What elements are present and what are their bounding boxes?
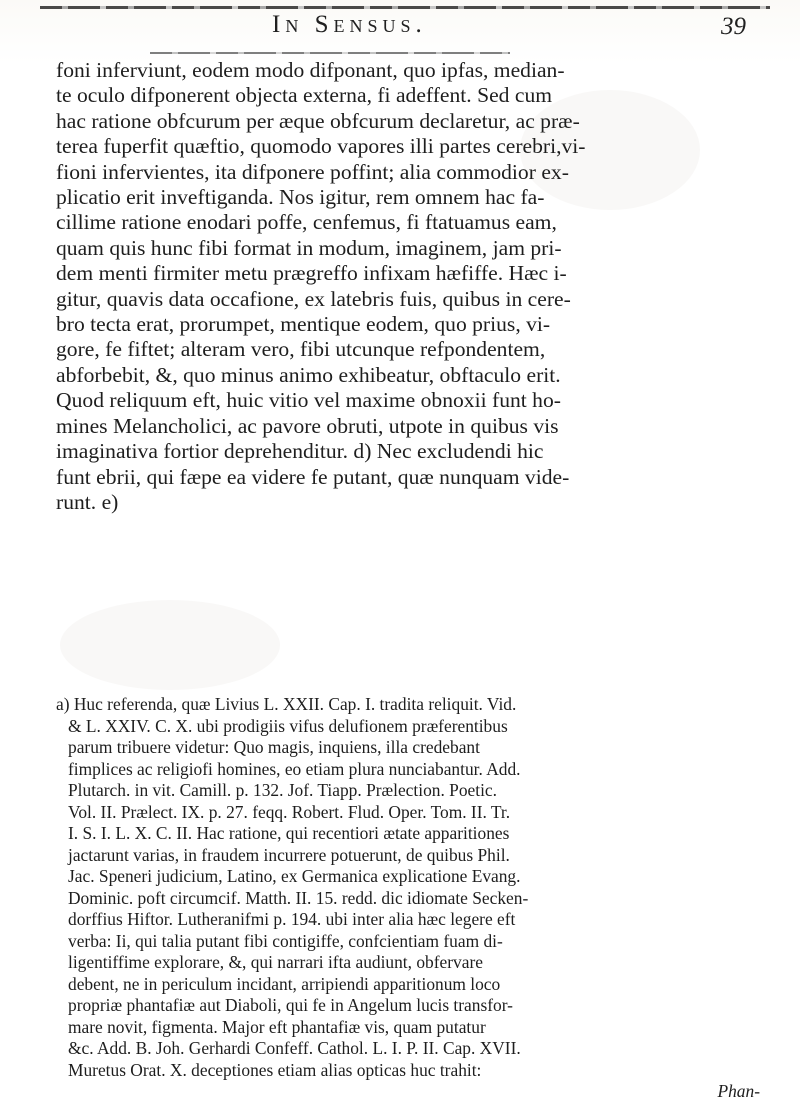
footnote-line: Jac. Speneri judicium, Latino, ex Germanica explicatione Evang. — [68, 866, 521, 886]
footnote-line: Muretus Orat. X. deceptiones etiam alias opticas huc trahit: — [68, 1059, 482, 1080]
footnote-line: Plutarch. in vit. Camill. p. 132. Jof. Tiapp. Prælection. Poetic. — [68, 780, 497, 800]
main-text-line: hac ratione obfcurum per æque obfcurum declaretur, ac præ- — [56, 108, 580, 133]
header-underline-rule — [150, 52, 510, 54]
footnote-line: a) Huc referenda, quæ Livius L. XXII. Cap. I. tradita reliquit. Vid. — [56, 694, 517, 714]
footnote-line: Phan- — [717, 1081, 760, 1101]
main-body-text — [56, 58, 774, 515]
main-text-line: imaginativa fortior deprehenditur. d) Nec excludendi hic — [56, 439, 544, 464]
footnote-line: verba: Ii, qui talia putant fibi contigiffe, confcientiam fuam di- — [68, 930, 503, 951]
footnote-line: Vol. II. Prælect. IX. p. 27. feqq. Robert. Flud. Oper. Tom. II. Tr. — [68, 801, 511, 822]
main-text-line: mines Melancholici, ac pavore obruti, utpote in quibus vis — [56, 413, 559, 438]
footnote-line: dorffius Hiftor. Lutheranifmi p. 194. ubi inter alia hæc legere eft — [68, 909, 516, 929]
running-title: In Sensus. — [272, 11, 427, 38]
main-text-line: gore, fe fiftet; alteram vero, fibi utcunque refpondentem, — [56, 337, 546, 362]
main-text-line: terea fuperfit quæftio, quomodo vapores illi partes cerebri,vi- — [56, 134, 586, 159]
footnote-line: debent, ne in periculum incidant, arripiendi apparitionum loco — [68, 973, 501, 994]
main-text-line: abforbebit, &, quo minus animo exhibeatur, obftaculo erit. — [56, 362, 561, 387]
footnote-line: ligentiffime explorare, &, qui narrari ifta audiunt, obfervare — [68, 952, 483, 972]
main-text-line: Quod reliquum eft, huic vitio vel maxime obnoxii funt ho- — [56, 388, 561, 413]
main-text-line: gitur, quavis data occafione, ex latebris fuis, quibus in cere- — [56, 286, 571, 311]
footnote-line: propriæ phantafiæ aut Diaboli, qui fe in Angelum lucis transfor- — [68, 995, 513, 1015]
footnote-line: Dominic. poft circumcif. Matth. II. 15. redd. dic idiomate Secken- — [68, 887, 529, 908]
footnote-line: mare novit, figmenta. Major eft phantafiæ vis, quam putatur — [68, 1016, 486, 1037]
main-text-line: dem menti firmiter metu prægreffo infixam hæfiffe. Hæc i- — [56, 261, 567, 286]
main-text-line: bro tecta erat, prorumpet, mentique eodem, quo prius, vi- — [56, 312, 551, 337]
footnote-line: &c. Add. B. Joh. Gerhardi Confeff. Cathol. L. I. P. II. Cap. XVII. — [68, 1038, 521, 1058]
footnote-line: jactarunt varias, in fraudem incurrere potuerunt, de quibus Phil. — [68, 844, 510, 865]
main-text-line: fioni infervientes, ita difponere poffint; alia commodior ex- — [56, 159, 569, 184]
main-text-line: runt. e) — [56, 489, 119, 514]
main-text-line: quam quis hunc fibi format in modum, imaginem, jam pri- — [56, 235, 562, 260]
main-text-line: cillime ratione enodari poffe, cenfemus, fi ftatuamus eam, — [56, 210, 557, 235]
paper-stain — [60, 600, 280, 690]
main-text-line: te oculo difponerent objecta externa, fi adeffent. Sed cum — [56, 83, 553, 108]
main-text-line: funt ebrii, qui fæpe ea videre fe putant, quæ nunquam vide- — [56, 464, 570, 489]
main-text-line: foni inferviunt, eodem modo difponant, quo ipfas, median- — [56, 58, 565, 82]
page-number: 39 — [721, 13, 746, 40]
footnote-line: & L. XXIV. C. X. ubi prodigiis vifus delufionem præferentibus — [68, 715, 508, 736]
footnote-line: parum tribuere videtur: Quo magis, inquiens, illa credebant — [68, 737, 480, 757]
footnotes — [56, 694, 780, 1103]
footnote-line: I. S. I. L. X. C. II. Hac ratione, qui recentiori ætate apparitiones — [68, 823, 510, 843]
footnote-line: fimplices ac religiofi homines, eo etiam plura nunciabantur. Add. — [68, 758, 521, 779]
running-head — [0, 11, 800, 51]
top-border-rule — [40, 6, 770, 9]
main-text-line: plicatio erit inveftiganda. Nos igitur, rem omnem hac fa- — [56, 185, 545, 210]
